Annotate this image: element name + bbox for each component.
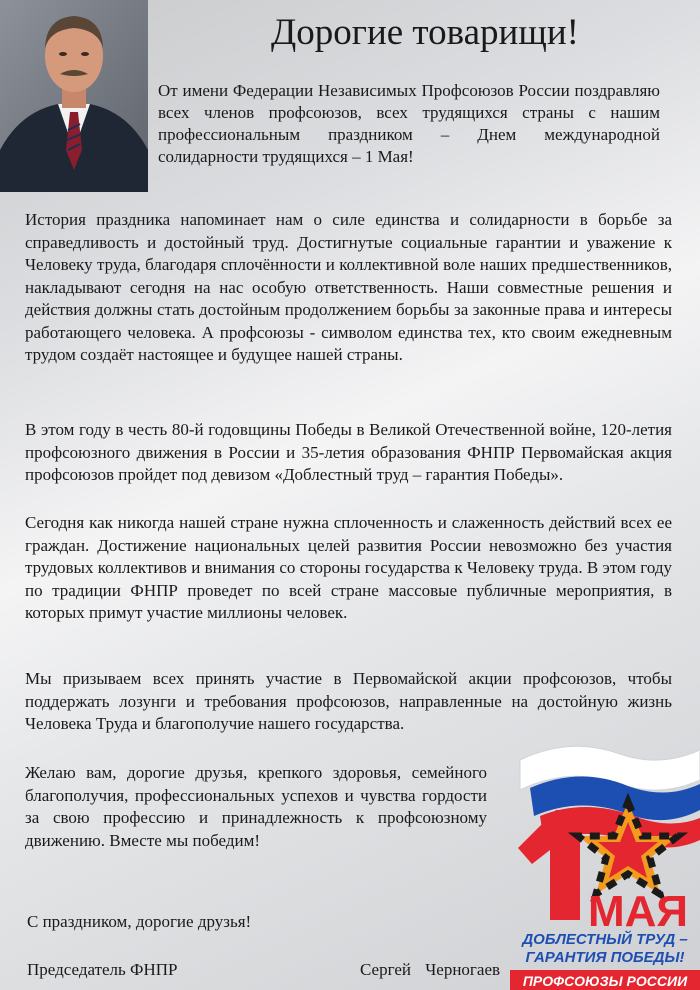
body-paragraph-unity: Сегодня как никогда нашей стране нужна сплоченность и слаженность действий всех ее граждан. Достижение национальных целей развития России невозможно без участия трудовых коллективов и внимания со стороны государства к Человеку труда. В этом году по традиции ФНПР проведет по всей стране массовые публичные мероприятия, в которых примут участие миллионы человек. (25, 513, 672, 622)
chairman-portrait (0, 0, 148, 192)
body-paragraph-call: Мы призываем всех принять участие в Первомайской акции профсоюзов, чтобы поддержать лозунги и требования профсоюзов, направленные на достойную жизнь Человека Труда и благополучие нашего государства. (25, 669, 672, 733)
logo-slogan-line2: ГАРАНТИЯ ПОБЕДЫ! (525, 949, 685, 966)
page-title: Дорогие товарищи! (271, 12, 579, 53)
wish-paragraph: Желаю вам, дорогие друзья, крепкого здоровья, семейного благополучия, профессиональных успехов и чувства гордости за свою профессию и принадлежность к профсоюзному движению. Вместе мы победим! (25, 763, 487, 850)
portrait-image (0, 0, 148, 192)
signature-role: Председатель ФНПР (27, 960, 178, 979)
big-one-shape (518, 810, 580, 920)
body-paragraph-history: История праздника напоминает нам о силе единства и солидарности в борьбе за справедливость и достойный труд. Достигнутые социальные гарантии и уважение к Человеку труда, благодаря сплочённости и коллективной воле наших предшественников, накладывают сегодня на нас особую ответственность. Наши совместные решения и действия должны стать достойным продолжением борьбы за законные права и интересы работающего человека. А профсоюзы - символом единства тех, кто своим ежедневным трудом создаёт настоящее и будущее нашей страны. (25, 210, 672, 364)
may-day-logo (510, 740, 700, 990)
logo-number: 1 (514, 926, 515, 927)
logo-slogan-line1: ДОБЛЕСТНЫЙ ТРУД – (522, 931, 688, 948)
logo-word: МАЯ (587, 887, 689, 936)
closing-line: С праздником, дорогие друзья! (27, 912, 252, 931)
logo-org: ПРОФСОЮЗЫ РОССИИ (522, 973, 688, 989)
intro-paragraph: От имени Федерации Независимых Профсоюзов России поздравляю всех членов профсоюзов, всех трудящихся страны с нашим профессиональным праздником – Днем международной солидарности трудящихся – 1 Мая! (158, 81, 660, 166)
body-paragraph-anniversary: В этом году в честь 80-й годовщины Победы в Великой Отечественной войне, 120-летия профсоюзного движения в России и 35-летия образования ФНПР Первомайская акция профсоюзов пройдет под девизом «Доблестный труд – гарантия Победы». (25, 420, 672, 484)
signature-name: Сергей Черногаев (360, 960, 501, 979)
may-day-emblem (510, 740, 700, 990)
